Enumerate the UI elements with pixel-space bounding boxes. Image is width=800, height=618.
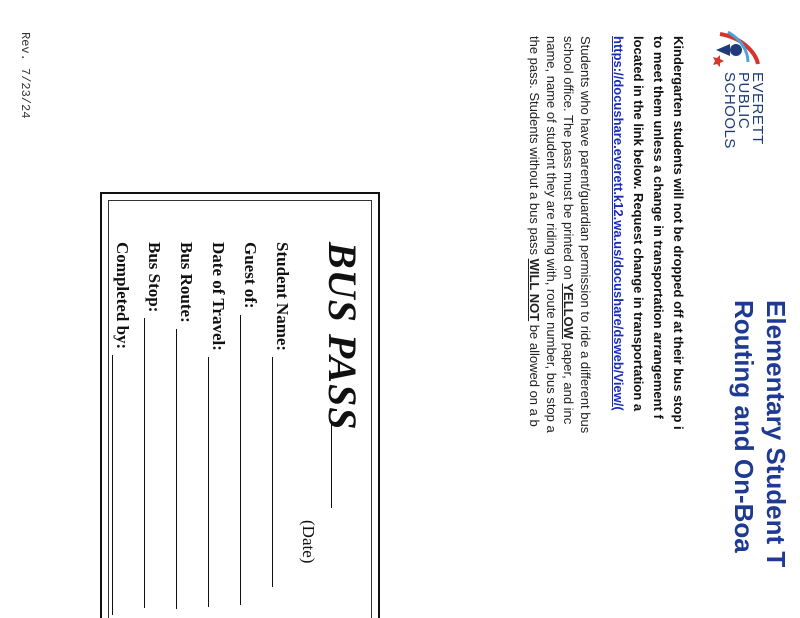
intro-line-2: to meet them unless a change in transportation arrangement f [651, 36, 666, 419]
completed-by-label: Completed by: [113, 242, 132, 350]
bus-route-line [176, 329, 178, 609]
intro-line-3: located in the link below. Request change in transportation a [631, 36, 646, 412]
student-name-label: Student Name: [273, 242, 292, 352]
date-of-travel-field[interactable] [208, 242, 228, 607]
title-line-1: Elementary Student T [761, 300, 791, 568]
date-label: (Date) [299, 520, 318, 564]
logo-line-2: PUBLIC [735, 72, 752, 130]
bus-pass-paragraph [526, 36, 594, 618]
everett-public-schools-logo [712, 28, 764, 228]
bus-route-field[interactable] [176, 242, 196, 609]
logo-emblem-icon [712, 28, 764, 68]
guest-of-field[interactable] [240, 242, 260, 605]
students-line-2-pre: school office. The pass must be printed on [561, 36, 576, 284]
bus-stop-line [144, 318, 146, 608]
students-line-4-post: be allowed on a b [527, 321, 542, 427]
completed-by-line [112, 355, 114, 615]
students-line-3: name, name of student they are riding with, route number, bus stop a [544, 36, 559, 433]
students-line-1: Students who have parent/guardian permission to ride a different bus [578, 36, 593, 434]
bus-stop-field[interactable] [144, 242, 164, 608]
logo-line-3: SCHOOLS [721, 72, 738, 149]
yellow-emphasis: YELLOW [561, 283, 576, 339]
students-line-2-post: paper, and inc [561, 339, 576, 425]
date-blank-line [331, 422, 332, 508]
title-line-2: Routing and On-Boa [729, 300, 759, 553]
bus-route-label: Bus Route: [177, 242, 196, 323]
bus-pass-title: BUS PASS [320, 242, 365, 431]
revision-date: Rev. 7/23/24 [18, 32, 32, 119]
kindergarten-paragraph [608, 36, 688, 618]
date-of-travel-line [208, 357, 210, 607]
date-of-travel-label: Date of Travel: [209, 242, 228, 351]
logo-line-1: EVERETT [749, 72, 766, 145]
page-title [728, 300, 792, 618]
student-name-line [272, 357, 274, 587]
bus-stop-label: Bus Stop: [145, 242, 164, 313]
students-line-4 [526, 36, 543, 618]
logo-wordmark [722, 72, 764, 149]
students-line-2 [560, 36, 577, 618]
completed-by-field[interactable] [112, 242, 132, 615]
student-name-field[interactable] [272, 242, 292, 587]
guest-of-label: Guest of: [241, 242, 260, 309]
will-not-emphasis: WILL NOT [527, 258, 542, 322]
bus-pass-form [100, 192, 380, 618]
students-line-4-pre: the pass. Students without a bus pass [527, 36, 542, 259]
intro-line-1: Kindergarten students will not be dropped off at their bus stop i [671, 36, 686, 430]
guest-of-line [240, 315, 242, 605]
docushare-link[interactable]: https://docushare.everett.k12.wa.us/docushare/dsweb/View/( [611, 36, 626, 411]
